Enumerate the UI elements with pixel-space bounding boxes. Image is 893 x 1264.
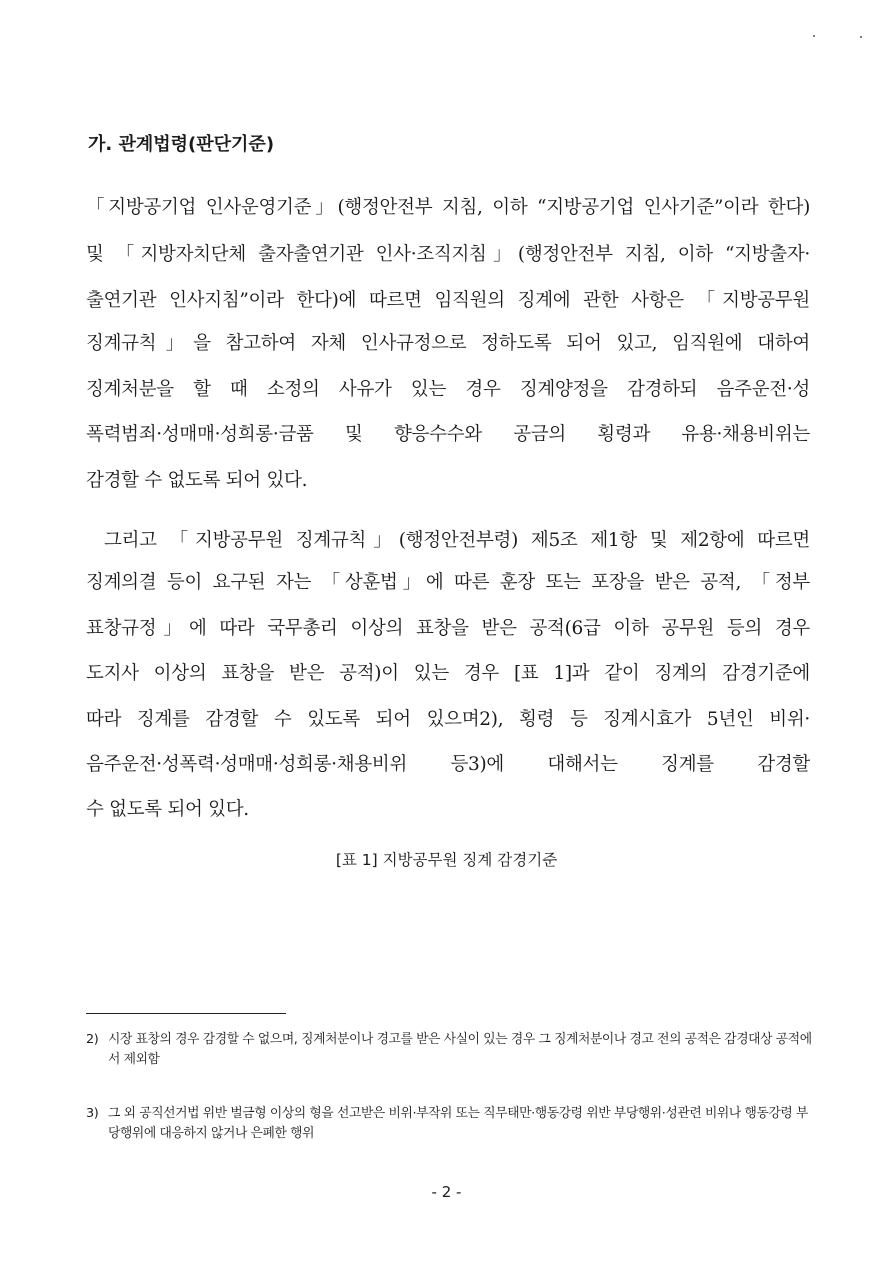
section-heading: 가. 관계법령(판단기준) (88, 134, 275, 155)
paragraph-2-line: 도지사 이상의 표창을 받은 공적)이 있는 경우 [표 1]과 같이 징계의 감경기준에 (86, 663, 810, 684)
page-number: - 2 - (431, 1183, 462, 1201)
paragraph-1-line: 「지방공기업 인사운영기준」(행정안전부 지침, 이하 “지방공기업 인사기준”이라 한다) (86, 197, 810, 218)
footnote-number: 3) (86, 1106, 99, 1121)
paragraph-1-line: 및 「지방자치단체 출자출연기관 인사·조직지침」(행정안전부 지침, 이하 “지방출자· (86, 244, 810, 265)
paragraph-2-line: 따라 징계를 감경할 수 있도록 되어 있으며2), 횡령 등 징계시효가 5년인 비위· (86, 709, 810, 730)
footnote (86, 1030, 812, 1070)
footnote-text: 시장 표창의 경우 감경할 수 없으며, 징계처분이나 경고를 받은 사실이 있는 경우 그 징계처분이나 경고 전의 공적은 감경대상 공적에서 제외함 (108, 1032, 812, 1067)
paragraph-1-line: 출연기관 인사지침”이라 한다)에 따르면 임직원의 징계에 관한 사항은 「지방공무원 (86, 290, 810, 311)
paragraph-1-line: 징계규칙」을 참고하여 자체 인사규정으로 정하도록 되어 있고, 임직원에 대하여 (86, 333, 810, 354)
paragraph-2-line: 음주운전·성폭력·성매매·성희롱·채용비위 등3)에 대해서는 징계를 감경할 (86, 754, 810, 775)
table-caption: [표 1] 지방공무원 징계 감경기준 (335, 851, 558, 869)
footnote-number: 2) (86, 1032, 99, 1047)
paragraph-1-line: 감경할 수 없도록 되어 있다. (86, 470, 308, 491)
footnote-divider (86, 1013, 286, 1014)
paragraph-1-line: 폭력범죄·성매매·성희롱·금품 및 향응수수와 공금의 횡령과 유용·채용비위는 (86, 424, 810, 445)
footnote-text: 그 외 공직선거법 위반 벌금형 이상의 형을 선고받은 비위·부작위 또는 직무태만·행동강령 위반 부당행위·성관련 비위나 행동강령 부당행위에 대응하지 않거나 은폐한 행위 (108, 1106, 808, 1141)
paragraph-2-line: 수 없도록 되어 있다. (86, 799, 249, 820)
paragraph-2-line: 징계의결 등이 요구된 자는 「상훈법」에 따른 훈장 또는 포장을 받은 공적, 「정부 (86, 572, 810, 593)
scan-speck (860, 36, 862, 38)
footnote (86, 1104, 812, 1144)
paragraph-1-line: 징계처분을 할 때 소정의 사유가 있는 경우 징계양정을 감경하되 음주운전·성 (86, 379, 810, 400)
paragraph-2-line: 표창규정」에 따라 국무총리 이상의 표창을 받은 공적(6급 이하 공무원 등의 경우 (86, 618, 810, 639)
paragraph-2-line: 그리고 「지방공무원 징계규칙」(행정안전부령) 제5조 제1항 및 제2항에 따르면 (104, 530, 810, 551)
scan-speck (813, 35, 815, 37)
